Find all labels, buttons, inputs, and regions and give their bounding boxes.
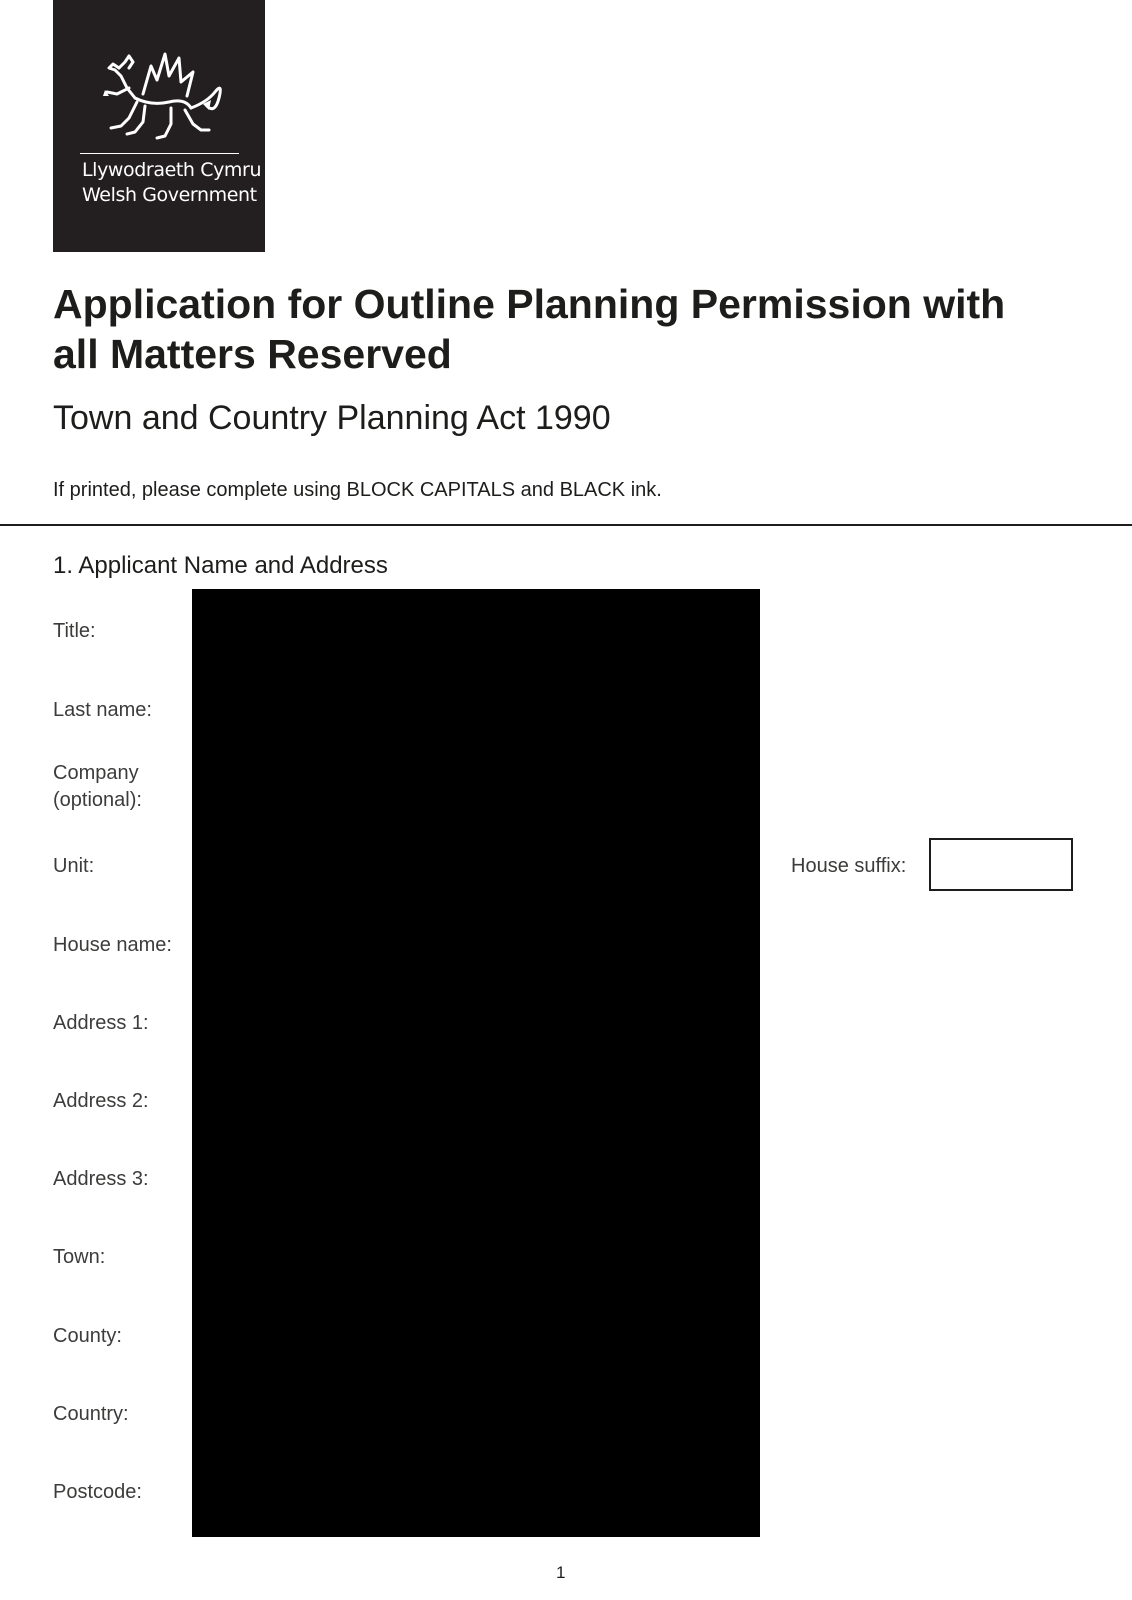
label-postcode: Postcode: xyxy=(53,1481,142,1503)
welsh-dragon-icon xyxy=(99,46,231,146)
logo-text-english: Welsh Government xyxy=(82,184,257,206)
page-title: Application for Outline Planning Permission with all Matters Reserved xyxy=(53,281,1006,377)
house-suffix-input[interactable] xyxy=(929,838,1073,891)
label-country: Country: xyxy=(53,1403,129,1425)
label-address-3: Address 3: xyxy=(53,1168,149,1190)
label-house-suffix: House suffix: xyxy=(791,855,907,877)
label-company: Company (optional): xyxy=(53,762,142,811)
label-title: Title: xyxy=(53,620,96,642)
label-county: County: xyxy=(53,1325,122,1347)
logo-text-welsh: Llywodraeth Cymru xyxy=(82,159,262,181)
label-address-1: Address 1: xyxy=(53,1012,149,1034)
section-heading-applicant: 1. Applicant Name and Address xyxy=(53,552,388,579)
completion-instruction: If printed, please complete using BLOCK CAPITALS and BLACK ink. xyxy=(53,479,662,501)
section-divider xyxy=(0,524,1132,526)
label-unit: Unit: xyxy=(53,855,95,877)
page-number: 1 xyxy=(556,1563,566,1582)
logo-divider xyxy=(80,153,239,154)
label-house-name: House name: xyxy=(53,934,172,956)
label-address-2: Address 2: xyxy=(53,1090,149,1112)
label-town: Town: xyxy=(53,1246,106,1268)
welsh-government-logo xyxy=(53,0,265,252)
label-last-name: Last name: xyxy=(53,699,152,721)
page-subtitle: Town and Country Planning Act 1990 xyxy=(53,399,611,437)
redacted-applicant-fields xyxy=(192,589,760,1537)
